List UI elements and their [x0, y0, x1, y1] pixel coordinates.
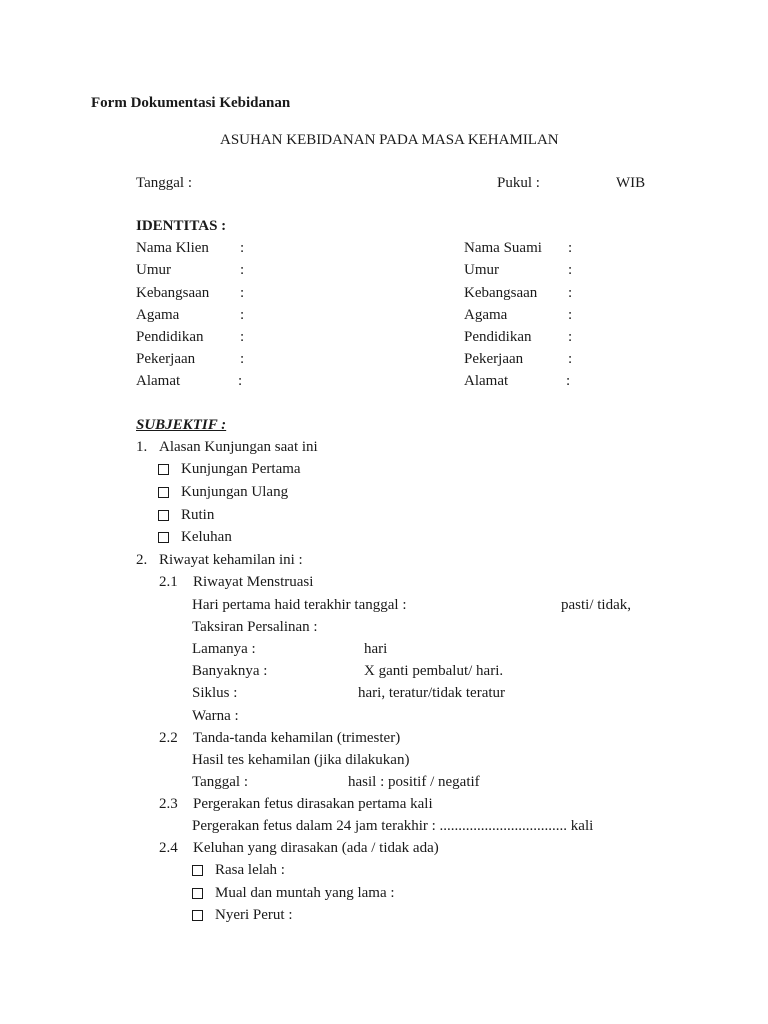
identitas-heading: IDENTITAS :	[136, 218, 227, 234]
checkbox-mual-muntah[interactable]	[192, 888, 203, 899]
field-label: Nama Suami	[464, 240, 542, 256]
field-label: Alamat	[464, 373, 509, 389]
field-colon: :	[240, 351, 245, 367]
subjektif-heading: SUBJEKTIF :	[136, 417, 227, 433]
field-label: Umur	[464, 262, 499, 278]
s21-number: 2.1	[159, 574, 178, 590]
option-label: Mual dan muntah yang lama :	[215, 885, 395, 901]
q2-text: Riwayat kehamilan ini :	[159, 552, 303, 568]
warna-label: Warna :	[192, 708, 239, 724]
siklus-unit: hari, teratur/tidak teratur	[358, 685, 506, 701]
field-label: Agama	[464, 307, 508, 323]
field-label: Kebangsaan	[464, 285, 538, 301]
field-colon: :	[568, 307, 573, 323]
field-label: Pekerjaan	[136, 351, 196, 367]
wib-label: WIB	[616, 175, 646, 191]
s21-title: Riwayat Menstruasi	[193, 574, 314, 590]
option-label: Rutin	[181, 507, 215, 523]
field-colon: :	[240, 240, 245, 256]
s22-title: Tanda-tanda kehamilan (trimester)	[193, 730, 401, 746]
form-title: Form Dokumentasi Kebidanan	[91, 95, 291, 111]
hpht-label: Hari pertama haid terakhir tanggal :	[192, 597, 407, 613]
s24-number: 2.4	[159, 840, 178, 856]
field-label: Agama	[136, 307, 180, 323]
option-label: Kunjungan Ulang	[181, 484, 289, 500]
q2-number: 2.	[136, 552, 148, 568]
hasil-tes-label: Hasil tes kehamilan (jika dilakukan)	[192, 752, 410, 768]
lamanya-unit: hari	[364, 641, 388, 657]
checkbox-rutin[interactable]	[158, 510, 169, 521]
pukul-label: Pukul :	[497, 175, 540, 191]
checkbox-kunjungan-ulang[interactable]	[158, 487, 169, 498]
checkbox-kunjungan-pertama[interactable]	[158, 464, 169, 475]
lamanya-label: Lamanya :	[192, 641, 256, 657]
checkbox-nyeri-perut[interactable]	[192, 910, 203, 921]
tanggal-tes-label: Tanggal :	[192, 774, 249, 790]
s23-title: Pergerakan fetus dirasakan pertama kali	[193, 796, 433, 812]
option-label: Nyeri Perut :	[215, 907, 293, 923]
field-colon: :	[568, 285, 573, 301]
field-colon: :	[238, 373, 243, 389]
pergerakan-line: Pergerakan fetus dalam 24 jam terakhir : .................................. kali	[192, 818, 594, 834]
field-label: Nama Klien	[136, 240, 209, 256]
field-colon: :	[568, 329, 573, 345]
field-label: Umur	[136, 262, 171, 278]
checkbox-rasa-lelah[interactable]	[192, 865, 203, 876]
s23-number: 2.3	[159, 796, 178, 812]
field-colon: :	[240, 262, 245, 278]
s24-title: Keluhan yang dirasakan (ada / tidak ada)	[193, 840, 439, 856]
field-label: Pendidikan	[136, 329, 204, 345]
field-label: Kebangsaan	[136, 285, 210, 301]
banyaknya-unit: X ganti pembalut/ hari.	[364, 663, 504, 679]
siklus-label: Siklus :	[192, 685, 238, 701]
hasil-label: hasil : positif / negatif	[348, 774, 480, 790]
taksiran-label: Taksiran Persalinan :	[192, 619, 318, 635]
field-colon: :	[240, 307, 245, 323]
q1-number: 1.	[136, 439, 148, 455]
field-colon: :	[566, 373, 571, 389]
banyaknya-label: Banyaknya :	[192, 663, 268, 679]
q1-text: Alasan Kunjungan saat ini	[159, 439, 318, 455]
option-label: Rasa lelah :	[215, 862, 285, 878]
field-colon: :	[568, 240, 573, 256]
field-label: Pekerjaan	[464, 351, 524, 367]
field-colon: :	[240, 285, 245, 301]
field-colon: :	[240, 329, 245, 345]
option-label: Keluhan	[181, 529, 232, 545]
main-title: ASUHAN KEBIDANAN PADA MASA KEHAMILAN	[220, 132, 559, 148]
s22-number: 2.2	[159, 730, 178, 746]
field-label: Pendidikan	[464, 329, 532, 345]
hpht-end: pasti/ tidak,	[561, 597, 631, 613]
option-label: Kunjungan Pertama	[181, 461, 301, 477]
field-colon: :	[568, 351, 573, 367]
tanggal-label: Tanggal :	[136, 175, 193, 191]
checkbox-keluhan[interactable]	[158, 532, 169, 543]
field-label: Alamat	[136, 373, 181, 389]
field-colon: :	[568, 262, 573, 278]
